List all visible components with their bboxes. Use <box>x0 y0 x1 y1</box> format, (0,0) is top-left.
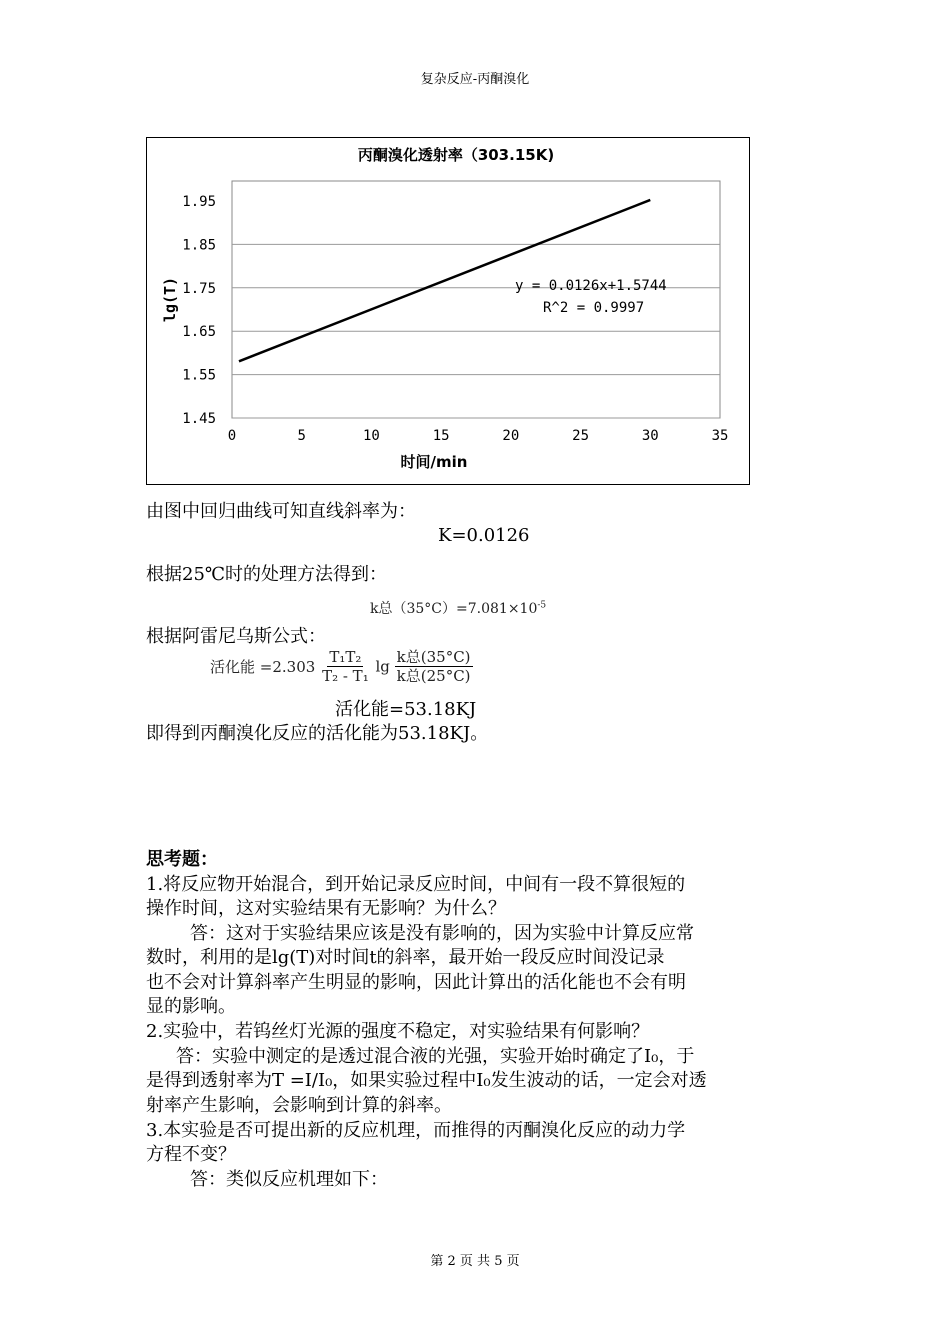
formula-lhs: 活化能 =2.303 <box>210 658 316 676</box>
r-squared-label: R^2 = 0.9997 <box>543 300 645 316</box>
y-axis-label: lg(T) <box>161 276 179 323</box>
plot-area <box>232 181 720 418</box>
regression-equation: y = 0.0126x+1.5744 <box>515 278 667 294</box>
formula-fraction-rates <box>395 648 473 685</box>
paragraph-arrhenius: 根据阿雷尼乌斯公式： <box>146 626 326 647</box>
x-tick-label: 15 <box>432 428 450 444</box>
activation-energy-result: 活化能=53.18KJ <box>335 699 477 720</box>
answer-3-line-1: 答：类似反应机理如下： <box>190 1169 388 1190</box>
chart-title: 丙酮溴化透射率（303.15K) <box>357 146 555 164</box>
x-tick-label: 5 <box>297 428 306 444</box>
paragraph-conclusion: 即得到丙酮溴化反应的活化能为53.18KJ。 <box>146 723 489 744</box>
y-tick-label: 1.65 <box>182 324 216 341</box>
question-2-line-1: 2.实验中，若钨丝灯光源的强度不稳定，对实验结果有何影响？ <box>146 1021 650 1042</box>
x-tick-label: 0 <box>227 428 237 444</box>
answer-2-line-1: 答：实验中测定的是透过混合液的光强，实验开始时确定了I₀，于 <box>176 1046 695 1067</box>
formula-num-rates: k总(35°C) <box>396 648 471 666</box>
question-1-line-1: 1.将反应物开始混合，到开始记录反应时间，中间有一段不算很短的 <box>146 874 686 895</box>
x-tick-label: 10 <box>362 428 380 444</box>
arrhenius-formula <box>210 648 473 685</box>
paragraph-slope-intro: 由图中回归曲线可知直线斜率为： <box>146 501 416 522</box>
chart <box>146 137 750 485</box>
formula-lg: lg <box>375 657 390 676</box>
x-tick-label: 30 <box>641 428 659 444</box>
answer-1-line-3: 也不会对计算斜率产生明显的影响，因此计算出的活化能也不会有明 <box>146 972 686 993</box>
question-1-line-2: 操作时间，这对实验结果有无影响？为什么？ <box>146 898 506 919</box>
answer-1-line-2: 数时，利用的是lg(T)对时间t的斜率，最开始一段反应时间没记录 <box>146 947 665 968</box>
answer-2-line-2: 是得到透射率为T =I/I₀，如果实验过程中I₀发生波动的话，一定会对透 <box>146 1070 707 1091</box>
slope-value: K=0.0126 <box>438 525 530 546</box>
chart-svg <box>147 138 749 484</box>
y-tick-label: 1.95 <box>182 194 216 210</box>
answer-1-line-1: 答：这对于实验结果应该是没有影响的，因为实验中计算反应常 <box>190 923 694 944</box>
page-footer: 第 2 页 共 5 页 <box>430 1254 520 1269</box>
question-3-line-2: 方程不变？ <box>146 1144 236 1165</box>
x-tick-label: 35 <box>711 428 729 444</box>
y-tick-label: 1.75 <box>182 280 216 297</box>
rate-constant-exponent: -5 <box>537 600 547 611</box>
x-tick-label: 20 <box>502 428 520 444</box>
y-tick-label: 1.85 <box>182 237 216 254</box>
formula-num-temps: T₁T₂ <box>329 648 362 666</box>
answer-1-line-4: 显的影响。 <box>146 996 236 1017</box>
page-header: 复杂反应-丙酮溴化 <box>420 72 530 87</box>
y-tick-label: 1.55 <box>182 367 216 384</box>
formula-den-rates: k总(25°C) <box>396 667 471 685</box>
formula-fraction-temps <box>320 648 371 685</box>
y-tick-label: 1.45 <box>182 411 216 427</box>
rate-constant-text: k总（35°C）=7.081×10 <box>370 601 538 617</box>
question-3-line-1: 3.本实验是否可提出新的反应机理，而推得的丙酮溴化反应的动力学 <box>146 1120 686 1141</box>
answer-2-line-3: 射率产生影响，会影响到计算的斜率。 <box>146 1095 452 1116</box>
formula-den-temps: T₂ - T₁ <box>322 667 369 685</box>
x-axis-label: 时间/min <box>400 453 468 471</box>
x-tick-label: 25 <box>572 428 590 444</box>
rate-constant-formula <box>370 598 546 618</box>
section-title-questions: 思考题： <box>146 849 218 870</box>
paragraph-method: 根据25℃时的处理方法得到： <box>146 564 388 585</box>
